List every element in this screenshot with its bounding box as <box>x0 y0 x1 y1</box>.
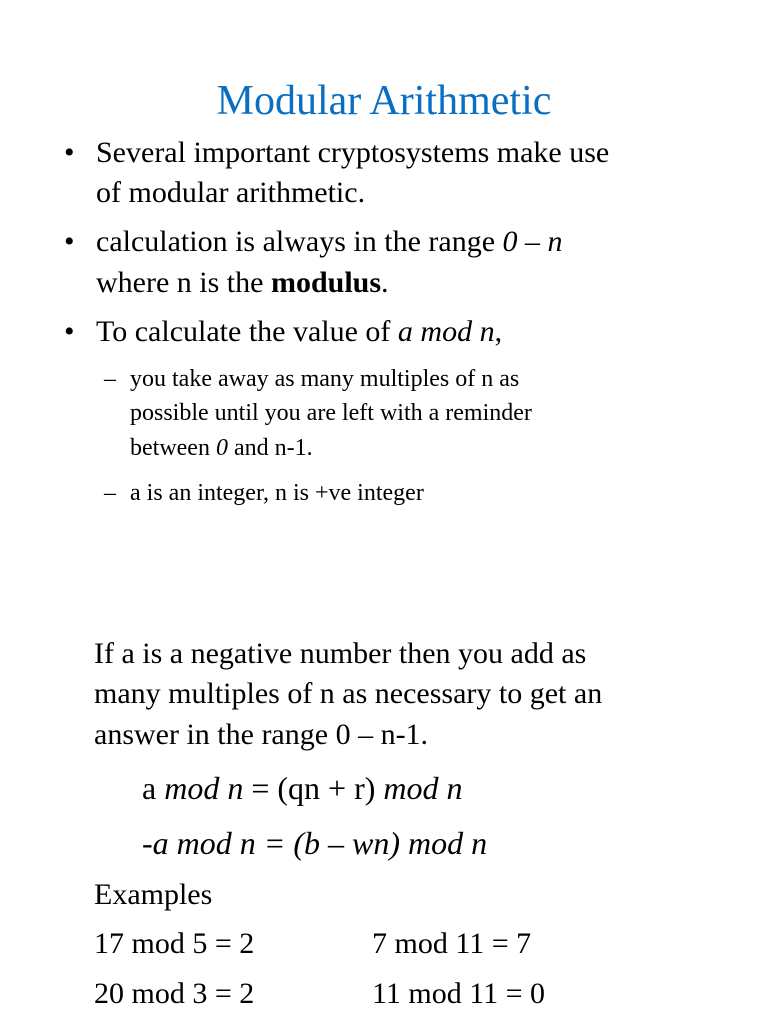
example-right: 11 mod 11 = 0 <box>372 977 546 1010</box>
formula-1-middle: = (qn + r) <box>243 770 384 806</box>
examples-heading: Examples <box>94 878 213 911</box>
subbullet-2-line-1: a is an integer, n is +ve integer <box>130 480 424 506</box>
mod-expression: a mod n <box>397 315 495 348</box>
example-left: 17 mod 5 = 2 <box>94 927 255 960</box>
bullet-1-line-2: of modular arithmetic. <box>96 176 366 209</box>
bullet-3-end: , <box>494 315 503 348</box>
formula-1-mod-n: mod n <box>164 770 244 806</box>
formula-1 <box>142 768 462 808</box>
bullet-1-line-1: Several important cryptosystems make use <box>96 136 610 169</box>
bullet-marker: • <box>64 315 75 348</box>
example-left: 20 mod 3 = 2 <box>94 977 255 1010</box>
formula-2 <box>142 823 487 863</box>
range-expression: 0 – n <box>502 225 563 258</box>
paragraph-line-2: many multiples of n as necessary to get an <box>94 677 603 710</box>
zero-value: 0 <box>215 435 228 461</box>
formula-2-text: -a mod n = (b – wn) mod n <box>142 825 488 861</box>
subbullet-1-end: and n-1. <box>227 435 313 461</box>
formula-1-a: a <box>142 770 165 806</box>
page-title: Modular Arithmetic <box>216 78 552 124</box>
bullet-marker: • <box>64 136 75 169</box>
bullet-2-line-2 <box>96 263 389 303</box>
paragraph-line-3: answer in the range 0 – n-1. <box>94 718 429 751</box>
bullet-3-text: To calculate the value of <box>96 315 398 348</box>
subbullet-1-line-1: you take away as many multiples of n as <box>130 366 520 392</box>
modulus-term: modulus <box>270 266 382 299</box>
subbullet-1-line-2: possible until you are left with a reminder <box>130 400 532 426</box>
bullet-2-text: calculation is always in the range <box>96 225 503 258</box>
formula-1-mod-n-2: mod n <box>383 770 463 806</box>
subbullet-1-line-3 <box>130 431 313 465</box>
paragraph-line-1: If a is a negative number then you add as <box>94 637 587 670</box>
subbullet-marker: – <box>104 366 116 392</box>
example-right: 7 mod 11 = 7 <box>372 927 532 960</box>
bullet-2-line-1 <box>96 222 563 262</box>
bullet-2-end: . <box>381 266 389 299</box>
subbullet-1-text: between <box>130 435 216 461</box>
subbullet-marker: – <box>104 480 116 506</box>
bullet-2-text-2: where n is the <box>96 266 271 299</box>
bullet-3-line-1 <box>96 312 502 352</box>
bullet-marker: • <box>64 225 75 258</box>
